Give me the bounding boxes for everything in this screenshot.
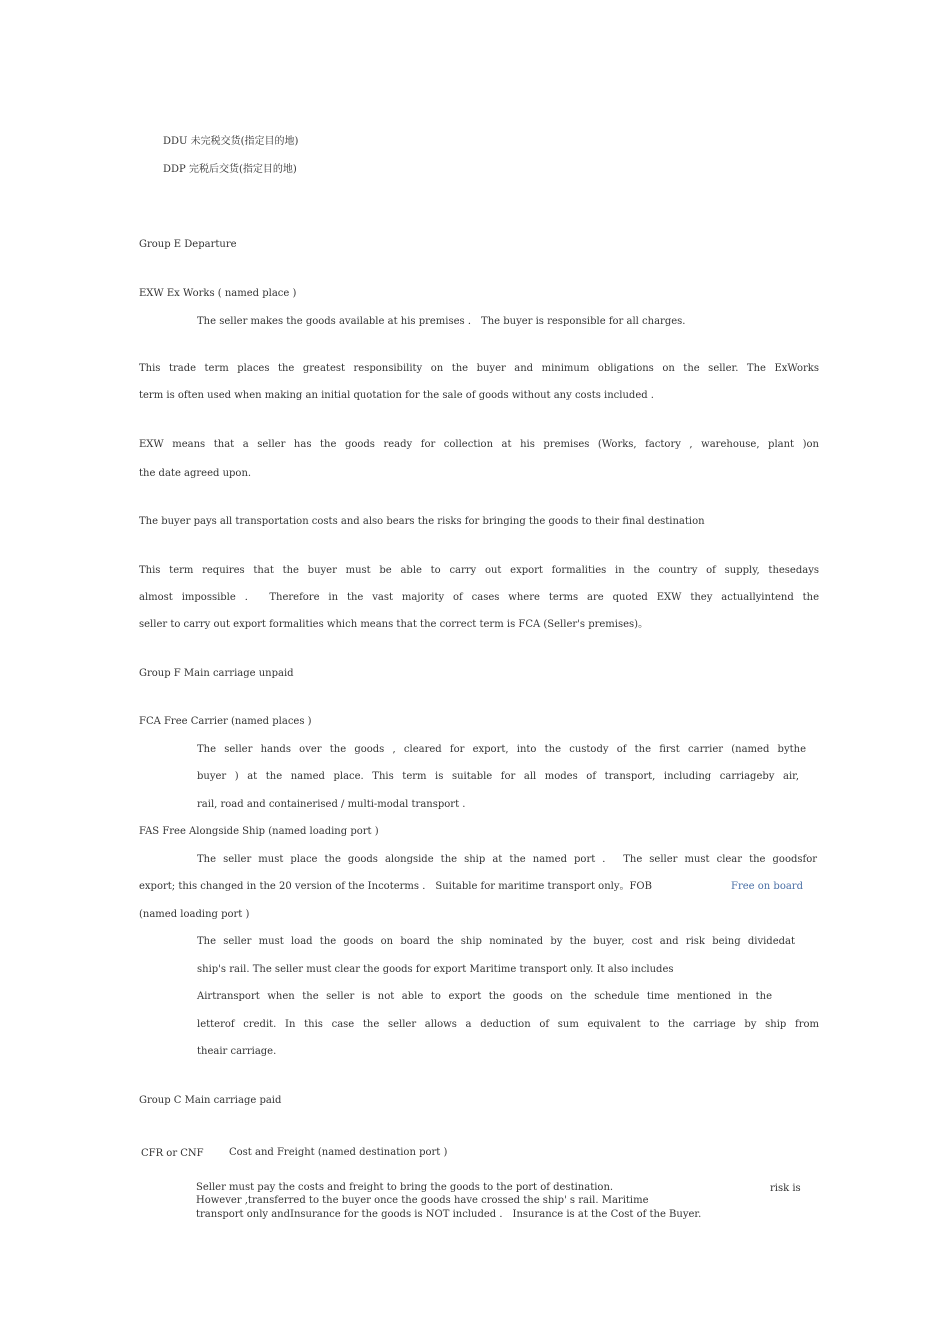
- fob-line-3: Airtransport when the seller is not able to export the goods on the schedule time mentioned in the: [197, 991, 772, 1002]
- exw-paragraph-1-line-1: This trade term places the greatest responsibility on the buyer and minimum obligations on the seller. The ExWorks: [139, 363, 819, 374]
- cfr-code: CFR or CNF: [141, 1148, 204, 1159]
- fob-line-1: The seller must load the goods on board the ship nominated by the buyer, cost and risk being dividedat: [197, 936, 795, 947]
- fca-line-1: The seller hands over the goods , cleared for export, into the custody of the first carrier (named bythe: [197, 744, 806, 755]
- fas-line-2-text: export; this changed in the 20 version of the Incoterms ． Suitable for maritime transport only。FOB: [139, 881, 652, 892]
- group-f-heading: Group F Main carriage unpaid: [139, 668, 294, 679]
- exw-paragraph-1-line-2: term is often used when making an initial quotation for the sale of goods without any costs included .: [139, 390, 654, 401]
- exw-paragraph-3: The buyer pays all transportation costs and also bears the risks for bringing the goods to their final destination: [139, 516, 705, 527]
- exw-heading: EXW Ex Works ( named place ): [139, 288, 297, 299]
- ddp-term: DDP 完税后交货(指定目的地): [163, 164, 297, 175]
- exw-paragraph-4-line-3: seller to carry out export formalities which means that the correct term is FCA (Seller's premises)。: [139, 619, 649, 630]
- fca-heading: FCA Free Carrier (named places ): [139, 716, 312, 727]
- fob-line-4: letterof credit. In this case the seller allows a deduction of sum equivalent to the carriage by ship from: [197, 1019, 819, 1030]
- ddu-term: DDU 未完税交货(指定目的地): [163, 136, 299, 147]
- cfr-line-2: However ,transferred to the buyer once the goods have crossed the ship' s rail. Maritime: [196, 1195, 649, 1206]
- fca-line-2: buyer ) at the named place. This term is suitable for all modes of transport, including carriageby air,: [197, 771, 799, 782]
- fas-line-2: [139, 880, 803, 894]
- fob-heading: (named loading port ): [139, 909, 250, 920]
- exw-paragraph-2-line-2: the date agreed upon.: [139, 468, 252, 479]
- cfr-line-3: transport only andInsurance for the goods is NOT included ． Insurance is at the Cost of the Buyer.: [196, 1209, 702, 1220]
- cfr-risk-text: risk is: [770, 1183, 801, 1194]
- cfr-line-1: Seller must pay the costs and freight to bring the goods to the port of destination.: [196, 1182, 614, 1193]
- exw-paragraph-4-line-2: almost impossible ． Therefore in the vast majority of cases where terms are quoted EXW they actuallyintend the: [139, 592, 819, 603]
- fob-line-5: theair carriage.: [197, 1046, 277, 1057]
- fca-line-3: rail, road and containerised / multi-modal transport .: [197, 799, 466, 810]
- exw-paragraph-4-line-1: This term requires that the buyer must be able to carry out export formalities in the country of supply, thesedays: [139, 565, 819, 576]
- group-e-heading: Group E Departure: [139, 239, 237, 250]
- group-c-heading: Group C Main carriage paid: [139, 1095, 282, 1106]
- cfr-title: Cost and Freight (named destination port ): [229, 1147, 448, 1158]
- fob-line-2: ship's rail. The seller must clear the goods for export Maritime transport only. It also includes: [197, 964, 674, 975]
- exw-paragraph-2-line-1: EXW means that a seller has the goods ready for collection at his premises (Works, factory , warehouse, plant )on: [139, 439, 819, 450]
- free-on-board-link[interactable]: Free on board: [731, 881, 803, 892]
- fas-line-1: The seller must place the goods alongside the ship at the named port ． The seller must clear the goodsfor: [197, 854, 817, 865]
- fas-heading: FAS Free Alongside Ship (named loading port ): [139, 826, 379, 837]
- exw-description: The seller makes the goods available at his premises ． The buyer is responsible for all charges.: [197, 316, 686, 327]
